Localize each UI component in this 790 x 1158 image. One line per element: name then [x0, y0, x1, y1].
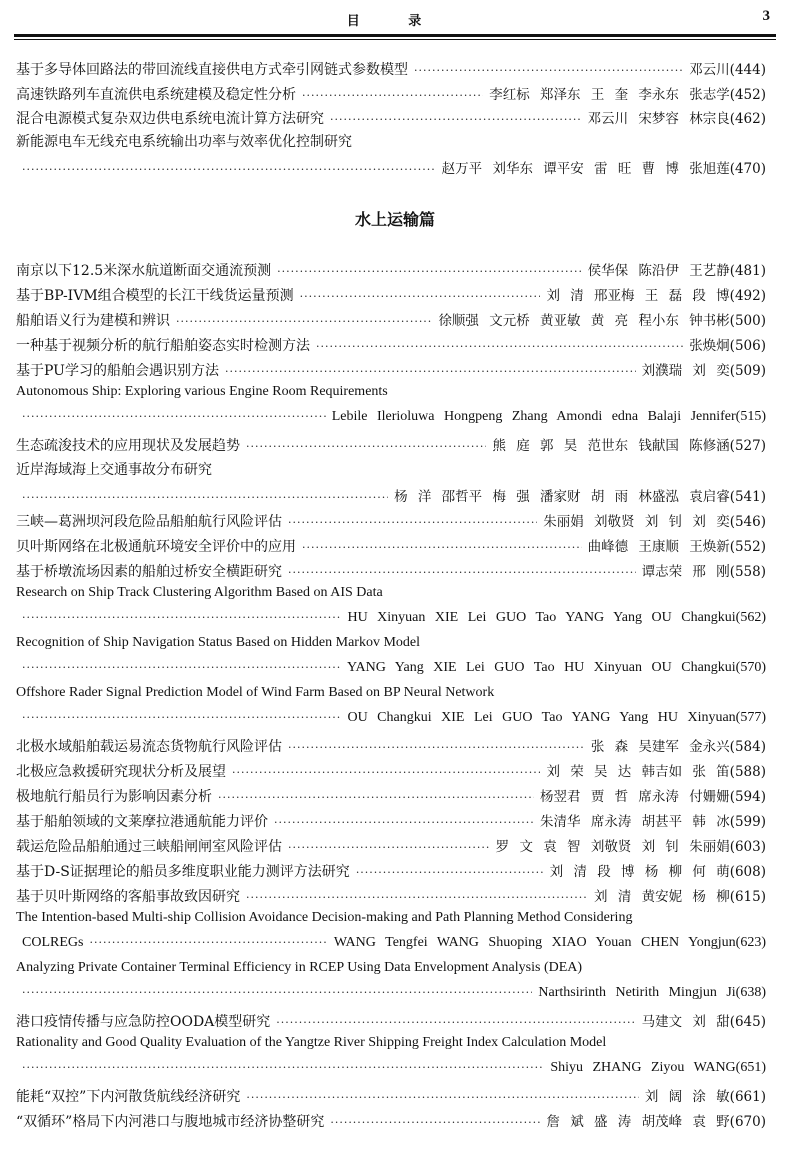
dot-leader: [274, 816, 534, 829]
dot-leader: [330, 1116, 540, 1129]
toc-entry-title-line[interactable]: [16, 1035, 766, 1057]
toc-entry-authors: 杨 洋 邵哲平 梅 强 潘家财 胡 雨 林盛泓 袁启睿(541): [394, 489, 766, 505]
toc-entry-authors: 刘濮瑞 刘 奕(509): [641, 363, 766, 379]
toc-entry-authors: 熊 庭 郭 昊 范世东 钱献国 陈修涵(527): [492, 438, 766, 454]
toc-entry-authors: 刘 荣 吴 达 韩吉如 张 笛(588): [546, 764, 766, 780]
toc-entry-authors: OU Changkui XIE Lei GUO Tao YANG Yang HU Xinyuan(577): [347, 710, 766, 725]
toc-entry-author-line[interactable]: [16, 409, 766, 431]
dot-leader: [316, 340, 683, 353]
toc-entry-authors: 刘 清 段 博 杨 柳 何 萌(608): [549, 864, 766, 880]
dot-leader: [330, 113, 582, 126]
dot-leader: [302, 89, 483, 102]
toc-entry-title: 贝叶斯网络在北极通航环境安全评价中的应用: [16, 539, 296, 555]
toc-entry-title-line[interactable]: [16, 960, 766, 982]
toc-entry-title-line[interactable]: [16, 685, 766, 707]
toc-entry-authors: 刘 清 邢亚梅 王 磊 段 博(492): [546, 288, 766, 304]
toc-entry-title: Analyzing Private Container Terminal Efficiency in RCEP Using Data Envelopment Analysis (DEA): [16, 960, 583, 975]
toc-entry-title: The Intention-based Multi-ship Collision Avoidance Decision-making and Path Planning Method Considering: [16, 910, 633, 925]
toc-entry-authors: WANG Tengfei WANG Shuoping XIAO Youan CHEN Yongjun(623): [333, 935, 766, 950]
toc-entry-author-line[interactable]: [16, 485, 766, 507]
toc-entry-title-line[interactable]: [16, 459, 766, 481]
toc-entry-authors: 邓云川(444): [689, 62, 766, 78]
toc-entry-title: 港口疫情传播与应急防控OODA模型研究: [16, 1014, 271, 1030]
dot-leader: [288, 741, 585, 754]
toc-entry-authors: 徐顺强 文元桥 黄亚敏 黄 亮 程小东 钟书彬(500): [438, 313, 766, 329]
toc-entry-title: Offshore Rader Signal Prediction Model of Wind Farm Based on BP Neural Network: [16, 685, 495, 700]
dot-leader: [288, 566, 636, 579]
toc-entry-authors: 张 森 吴建军 金永兴(584): [590, 739, 766, 755]
toc-entry-authors: 朱清华 席永涛 胡甚平 韩 冰(599): [540, 814, 766, 830]
toc-entry-title-line[interactable]: [16, 384, 766, 406]
toc-entry[interactable]: [16, 810, 766, 832]
toc-entry-title-line[interactable]: [16, 585, 766, 607]
header-rule-thick: [14, 34, 776, 37]
toc-entry[interactable]: [16, 309, 766, 331]
dot-leader: [218, 791, 534, 804]
toc-entry-title: 近岸海域海上交通事故分布研究: [16, 462, 212, 478]
toc-entry[interactable]: [16, 510, 766, 532]
toc-entry-title: 南京以下12.5米深水航道断面交通流预测: [16, 263, 272, 279]
dot-leader: [89, 936, 327, 949]
toc-entry-title-line[interactable]: [16, 910, 766, 932]
toc-entry-title: 基于多导体回路法的带回流线直接供电方式牵引网链式参数模型: [16, 62, 408, 78]
toc-entry[interactable]: [16, 259, 766, 281]
section-title: 水上运输篇: [354, 210, 435, 229]
toc-entry[interactable]: [16, 885, 766, 907]
toc-entry[interactable]: [16, 860, 766, 882]
toc-entry[interactable]: [16, 284, 766, 306]
toc-entry-authors: Narthsirinth Netirith Mingjun Ji(638): [538, 985, 766, 1000]
toc-entry-title: 混合电源模式复杂双边供电系统电流计算方法研究: [16, 111, 324, 127]
toc-entry-authors: 侯华保 陈沿伊 王艺静(481): [587, 263, 766, 279]
toc-entry-title: 极地航行船员行为影响因素分析: [16, 789, 212, 805]
dot-leader: [300, 290, 541, 303]
toc-entry-authors: 朱丽娟 刘敬贤 刘 钊 刘 奕(546): [543, 514, 766, 530]
toc-entry-authors: Shiyu ZHANG Ziyou WANG(651): [550, 1060, 766, 1075]
toc-entry-title: 能耗“双控”下内河散货航线经济研究: [16, 1089, 241, 1105]
toc-entry-authors: 刘 清 黄安妮 杨 柳(615): [594, 889, 766, 905]
toc-entry-title: 一种基于视频分析的航行船舶姿态实时检测方法: [16, 338, 310, 354]
toc-entry-title: 基于D-S证据理论的船员多维度职业能力测评方法研究: [16, 864, 350, 880]
toc-entry-title: 船舶语义行为建模和辨识: [16, 313, 170, 329]
dot-leader: [22, 986, 532, 999]
toc-entry-author-line[interactable]: [16, 1060, 766, 1082]
dot-leader: [276, 1016, 635, 1029]
page-header: [14, 8, 776, 36]
toc-entry-title-line[interactable]: [16, 131, 766, 153]
toc-entry-author-line[interactable]: [22, 935, 766, 957]
toc-entry[interactable]: [16, 434, 766, 456]
header-title: 目 录: [346, 14, 444, 29]
toc-entry-authors: YANG Yang XIE Lei GUO Tao HU Xinyuan OU Changkui(570): [346, 660, 766, 675]
toc-entry-authors: 张焕炯(506): [689, 338, 766, 354]
toc-entry[interactable]: [16, 835, 766, 857]
toc-entry-authors: 李红标 郑泽东 王 奎 李永东 张志学(452): [489, 87, 766, 103]
dot-leader: [246, 891, 588, 904]
toc-entry[interactable]: [16, 735, 766, 757]
toc-entry[interactable]: [16, 535, 766, 557]
dot-leader: [22, 163, 436, 176]
toc-entry-authors: HU Xinyuan XIE Lei GUO Tao YANG Yang OU Changkui(562): [347, 610, 766, 625]
toc-entry-author-line[interactable]: [16, 985, 766, 1007]
dot-leader: [22, 711, 341, 724]
toc-entry[interactable]: [16, 1085, 766, 1107]
toc-entry-title: 载运危险品船舶通过三峡船闸闸室风险评估: [16, 839, 282, 855]
dot-leader: [414, 64, 683, 77]
dot-leader: [22, 491, 388, 504]
toc-entry-title: 新能源电车无线充电系统输出功率与效率优化控制研究: [16, 134, 352, 150]
toc-entry-title: 基于PU学习的船舶会遇识别方法: [16, 363, 219, 379]
toc-entry-title-continued: COLREGs: [22, 935, 84, 950]
toc-entry-title: Recognition of Ship Navigation Status Based on Hidden Markov Model: [16, 635, 421, 650]
dot-leader: [22, 1061, 544, 1074]
toc-entry-authors: 刘 阔 涂 敏(661): [644, 1089, 766, 1105]
dot-leader: [232, 766, 540, 779]
toc-entry-authors: 谭志荣 邢 刚(558): [641, 564, 766, 580]
toc-entry[interactable]: [16, 1010, 766, 1032]
toc-entry-author-line[interactable]: [16, 610, 766, 632]
toc-entry-title: 基于贝叶斯网络的客船事故致因研究: [16, 889, 240, 905]
toc-entry-title: Autonomous Ship: Exploring various Engine Room Requirements: [16, 384, 388, 399]
toc-entry-authors: Lebile Ilerioluwa Hongpeng Zhang Amondi edna Balaji Jennifer(515): [331, 409, 766, 424]
toc-entry-authors: 马建文 刘 甜(645): [641, 1014, 766, 1030]
toc-entry-title: 生态疏浚技术的应用现状及发展趋势: [16, 438, 240, 454]
toc-entry-authors: 邓云川 宋梦容 林宗良(462): [587, 111, 766, 127]
toc-entry-authors: 赵万平 刘华东 谭平安 雷 旺 曹 博 张旭莲(470): [441, 161, 766, 177]
dot-leader: [277, 265, 581, 278]
toc-entry-title: 三峡—葛洲坝河段危险品船舶航行风险评估: [16, 514, 282, 530]
toc-entry[interactable]: [16, 359, 766, 381]
toc-entry[interactable]: [16, 785, 766, 807]
toc-entry-title: 高速铁路列车直流供电系统建模及稳定性分析: [16, 87, 296, 103]
dot-leader: [22, 410, 326, 423]
header-rule-thin: [14, 39, 776, 40]
page-number: 3: [762, 8, 770, 24]
toc-entry-title-line[interactable]: [16, 635, 766, 657]
dot-leader: [288, 841, 490, 854]
dot-leader: [22, 661, 341, 674]
toc-entry[interactable]: [16, 760, 766, 782]
toc-entry-author-line[interactable]: [16, 157, 766, 179]
toc-entry-author-line[interactable]: [16, 710, 766, 732]
toc-entry[interactable]: [16, 107, 766, 129]
toc-entry[interactable]: [16, 560, 766, 582]
dot-leader: [356, 866, 544, 879]
toc-entry-title: 基于BP-IVM组合模型的长江干线货运量预测: [16, 288, 294, 304]
toc-entry-authors: 詹 斌 盛 涛 胡茂峰 袁 野(670): [546, 1114, 766, 1130]
dot-leader: [22, 611, 341, 624]
dot-leader: [246, 1091, 638, 1104]
toc-entry-authors: 曲峰德 王康顺 王焕新(552): [587, 539, 766, 555]
dot-leader: [246, 440, 486, 453]
toc-entry[interactable]: [16, 334, 766, 356]
dot-leader: [302, 541, 582, 554]
toc-entry-title: 基于桥墩流场因素的船舶过桥安全横距研究: [16, 564, 282, 580]
toc-entry-authors: 杨翌君 贾 哲 席永涛 付姗姗(594): [540, 789, 766, 805]
toc-entry-title: Research on Ship Track Clustering Algorithm Based on AIS Data: [16, 585, 383, 600]
toc-entry-authors: 罗 文 袁 智 刘敬贤 刘 钊 朱丽娟(603): [495, 839, 766, 855]
toc-entry-title: 北极水域船舶载运易流态货物航行风险评估: [16, 739, 282, 755]
toc-entry[interactable]: [16, 58, 766, 80]
dot-leader: [225, 365, 636, 378]
toc-entry-title: 北极应急救援研究现状分析及展望: [16, 764, 226, 780]
dot-leader: [176, 315, 432, 328]
toc-entry-title: Rationality and Good Quality Evaluation of the Yangtze River Shipping Freight Index Calculation Model: [16, 1035, 607, 1050]
toc-entry[interactable]: [16, 1110, 766, 1132]
toc-entry-author-line[interactable]: [16, 660, 766, 682]
dot-leader: [288, 516, 537, 529]
toc-entry-title: 基于船舶领域的文莱摩拉港通航能力评价: [16, 814, 268, 830]
toc-entry[interactable]: [16, 83, 766, 105]
toc-entry-title: “双循环”格局下内河港口与腹地城市经济协整研究: [16, 1114, 325, 1130]
